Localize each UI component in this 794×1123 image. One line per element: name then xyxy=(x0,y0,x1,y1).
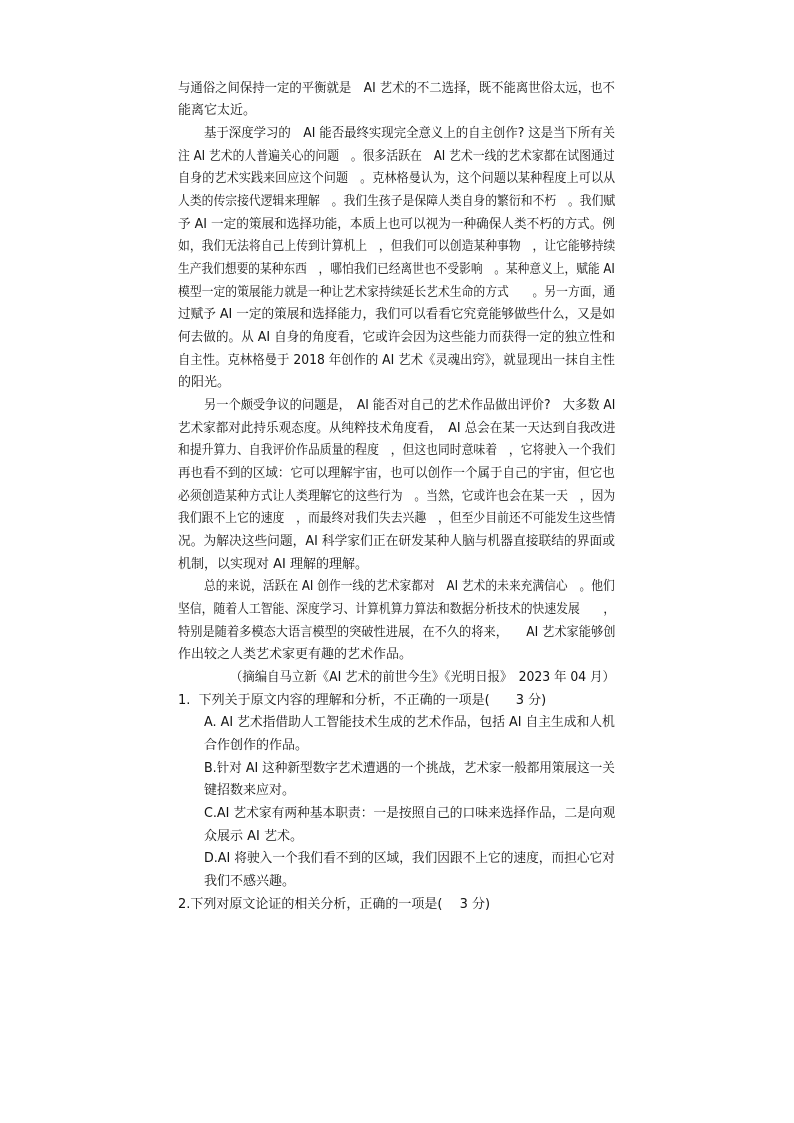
passage-line: 特别是随着多模态大语言模型的突破性进展，在不久的将来， AI 艺术家能够创 xyxy=(178,625,616,640)
passage-line: 基于深度学习的 AI 能否最终实现完全意义上的自主创作? 这是当下所有关 xyxy=(204,126,616,141)
passage-line: 过赋予 AI 一定的策展和选择能力，我们可以看看它究竟能够做些什么，又是如 xyxy=(178,307,615,322)
source-citation: （摘编自马立新《AI 艺术的前世今生》《光明日报》 2023 年 04 月） xyxy=(230,670,615,685)
passage-line: 况。为解决这些问题，AI 科学家们正在研发某种人脑与机器直接联结的界面或 xyxy=(178,534,615,549)
passage-line: 人类的传宗接代逻辑来理解 。我们生孩子是保障人类自身的繁衍和不朽 。我们赋 xyxy=(178,194,616,209)
option-b: 键招数来应对。 xyxy=(204,783,296,798)
passage-line: 机制，以实现对 AI 理解的理解。 xyxy=(178,557,368,572)
question-1-stem: 1. 下列关于原文内容的理解和分析，不正确的一项是( 3 分) xyxy=(178,693,547,708)
passage-line: 何去做的。从 AI 自身的角度看，它或许会因为这些能力而获得一定的独立性和 xyxy=(178,330,615,345)
passage-line: 总的来说，活跃在 AI 创作一线的艺术家都对 AI 艺术的未来充满信心 。他们 xyxy=(204,579,615,594)
passage-line: 自主性。克林格曼于 2018 年创作的 AI 艺术《灵魂出窍》，就显现出一抹自主性 xyxy=(178,353,615,368)
passage-line: 再也看不到的区域：它可以理解宇宙，也可以创作一个属于自己的宇宙，但它也 xyxy=(178,466,615,481)
option-b: B.针对 AI 这种新型数字艺术遭遇的一个挑战，艺术家一般都用策展这一关 xyxy=(204,761,615,776)
question-2-stem: 2.下列对原文论证的相关分析，正确的一项是( 3 分) xyxy=(178,897,491,912)
passage-line: 生产我们想要的某种东西 ，哪怕我们已经离世也不受影响 。某种意义上，赋能 AI xyxy=(178,262,615,277)
option-a: A. AI 艺术指借助人工智能技术生成的艺术作品，包括 AI 自主生成和人机 xyxy=(204,715,615,730)
passage-line: 坚信，随着人工智能、深度学习、计算机算力算法和数据分析技术的快速发展 ， xyxy=(178,602,616,617)
option-c: C.AI 艺术家有两种基本职责：一是按照自己的口味来选择作品，二是向观 xyxy=(204,806,616,821)
passage-line: 和提升算力、自我评价作品质量的程度 ，但这也同时意味着 ，它将驶入一个我们 xyxy=(178,443,616,458)
passage-line: 艺术家都对此持乐观态度。从纯粹技术角度看， AI 总会在某一天达到自我改进 xyxy=(178,421,616,436)
passage-line: 与通俗之间保持一定的平衡就是 AI 艺术的不二选择，既不能离世俗太远，也不 xyxy=(178,81,615,96)
option-a: 合作创作的作品。 xyxy=(204,738,309,753)
passage-line: 注 AI 艺术的人普遍关心的问题 。很多活跃在 AI 艺术一线的艺术家都在试图通过 xyxy=(178,149,615,164)
passage-line: 自身的艺术实践来回应这个问题 。克林格曼认为，这个问题以某种程度上可以从 xyxy=(178,171,616,186)
option-d: D.AI 将驶入一个我们看不到的区域，我们因跟不上它的速度，而担心它对 xyxy=(204,851,615,866)
passage-line: 必须创造某种方式让人类理解它的这些行为 。当然，它或许也会在某一天 ，因为 xyxy=(178,489,616,504)
passage-line: 予 AI 一定的策展和选择功能，本质上也可以视为一种确保人类不朽的方式。例 xyxy=(178,217,615,232)
passage-line: 另一个颇受争议的问题是， AI 能否对自己的艺术作品做出评价? 大多数 AI xyxy=(204,398,616,413)
passage-line: 我们跟不上它的速度 ，而最终对我们失去兴趣 ，但至少目前还不可能发生这些情 xyxy=(178,511,616,526)
passage-line: 如，我们无法将自己上传到计算机上 ，但我们可以创造某种事物 ，让它能够持续 xyxy=(178,239,616,254)
option-d: 我们不感兴趣。 xyxy=(204,874,296,889)
option-c: 众展示 AI 艺术。 xyxy=(204,829,303,844)
passage-line: 模型一定的策展能力就是一种让艺术家持续延长艺术生命的方式 。另一方面，通 xyxy=(178,285,616,300)
passage-line: 能离它太近。 xyxy=(178,103,257,118)
passage-line: 作出较之人类艺术家更有趣的艺术作品。 xyxy=(178,647,413,662)
passage-line: 的阳光。 xyxy=(178,375,231,390)
